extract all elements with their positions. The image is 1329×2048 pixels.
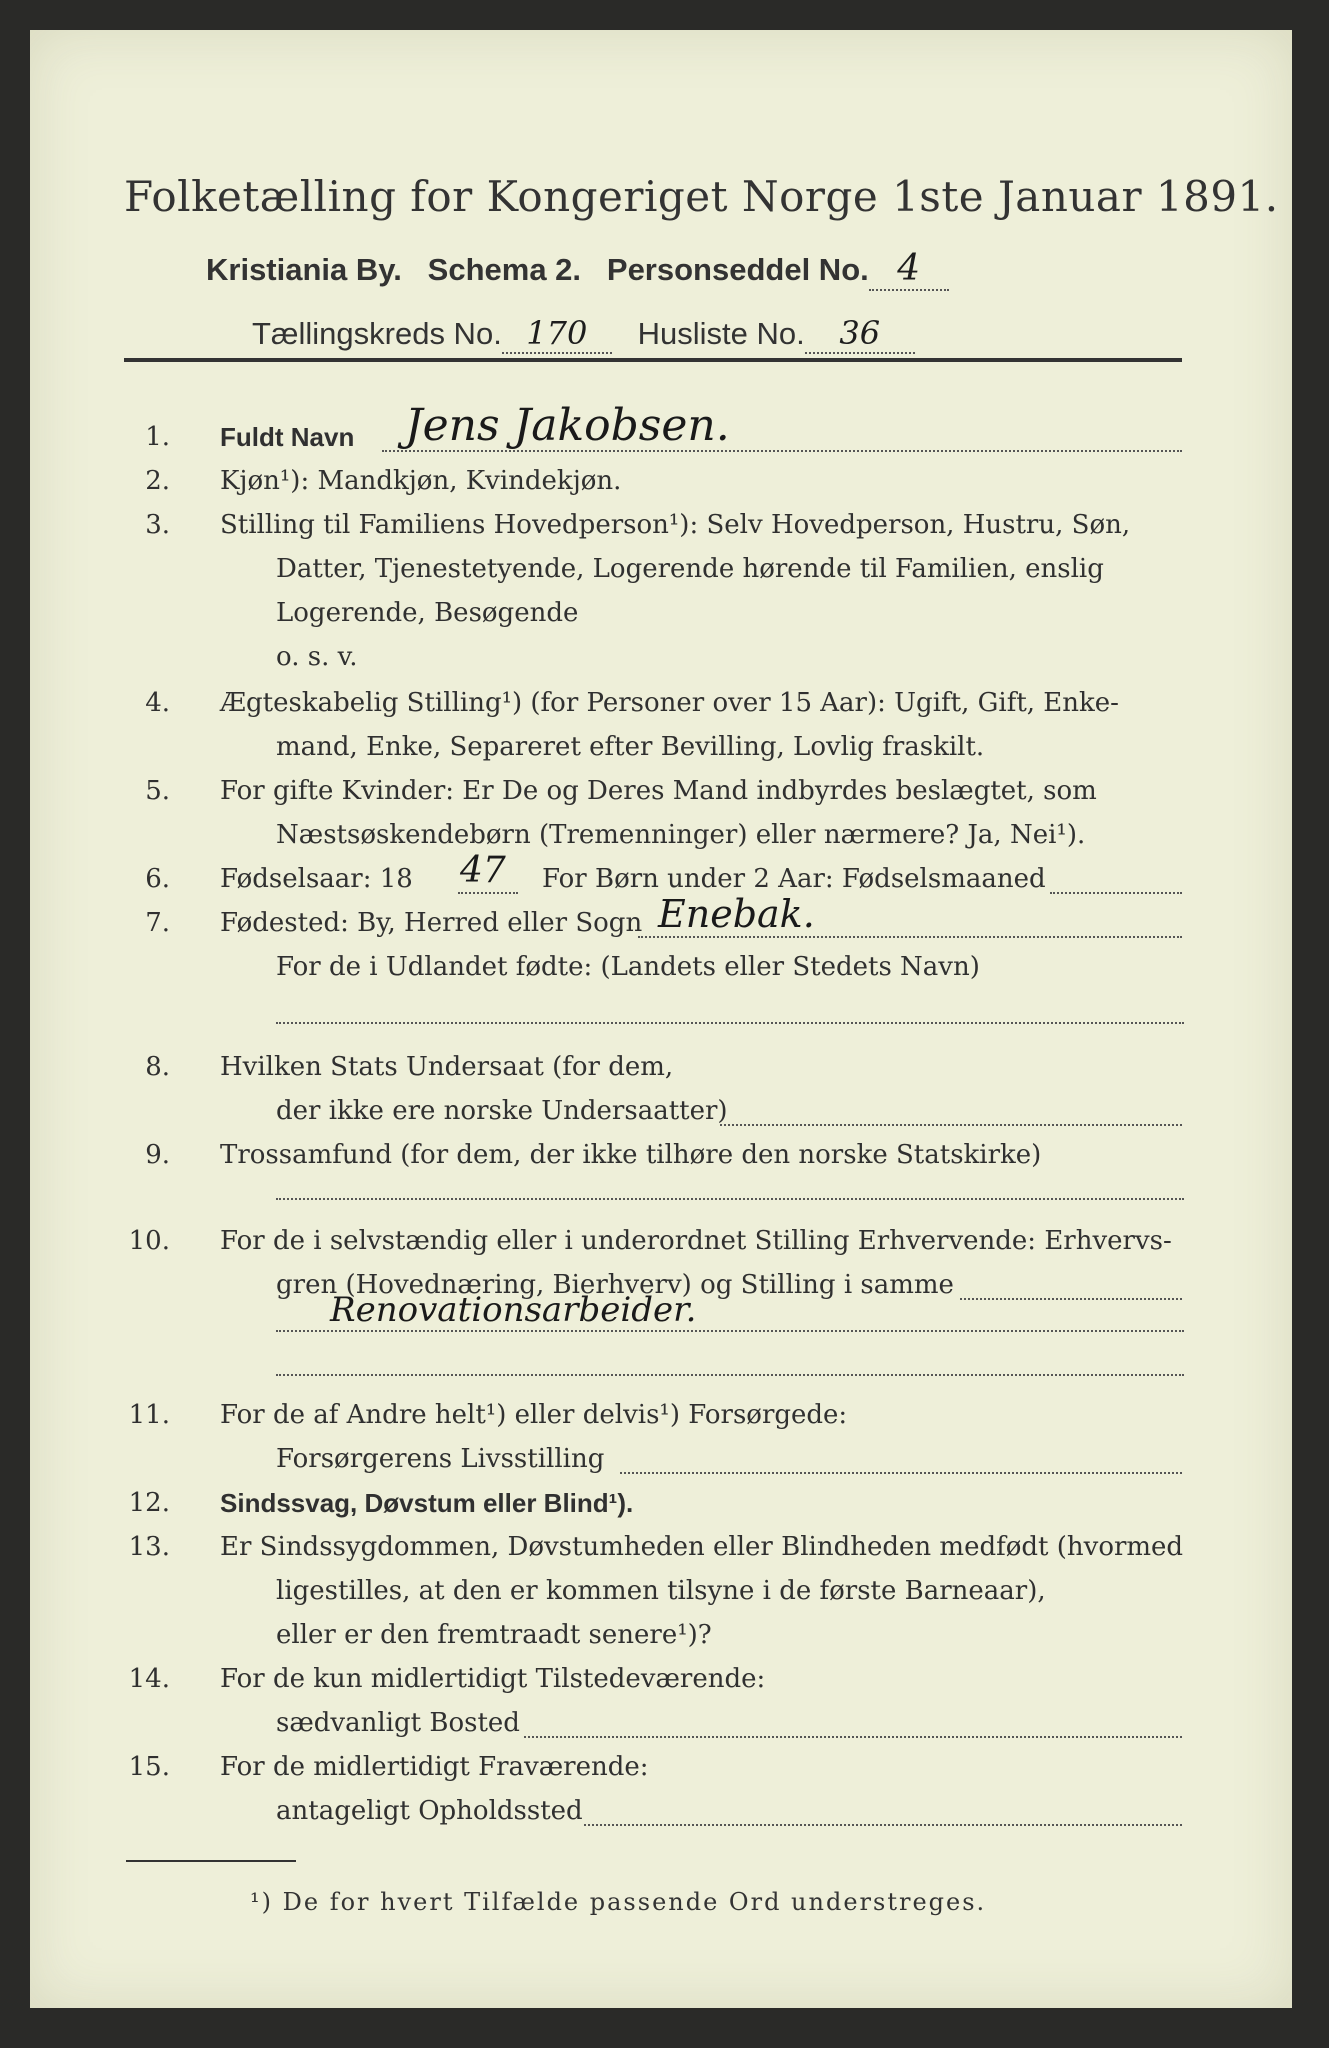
- name-value: Jens Jakobsen.: [405, 400, 730, 451]
- item-text: For de kun midlertidigt Tilstedeværende:: [220, 1664, 766, 1694]
- item-label: Kjøn¹): Mandkjøn, Kvindekjøn.: [220, 466, 622, 496]
- birthyear-field[interactable]: [458, 892, 518, 894]
- item-text: Trossamfund (for dem, der ikke tilhøre den norske Statskirke): [220, 1140, 1042, 1170]
- occupation-value: Renovationsarbeider.: [330, 1290, 697, 1330]
- city-label: Kristiania By.: [206, 252, 402, 287]
- item-text: For de midlertidigt Fraværende:: [220, 1752, 649, 1782]
- footnote: ¹) De for hvert Tilfælde passende Ord understreges.: [250, 1888, 987, 1916]
- kreds-value: 170: [526, 314, 588, 352]
- item-number: 15.: [128, 1752, 170, 1782]
- item-text: antageligt Opholdssted: [276, 1796, 583, 1826]
- husliste-value: 36: [839, 314, 881, 352]
- census-card: [30, 30, 1292, 2008]
- item-number: 10.: [128, 1226, 170, 1256]
- item-text: Hvilken Stats Undersaat (for dem,: [220, 1052, 674, 1082]
- personseddel-label: Personseddel No.: [606, 252, 869, 287]
- item-text: eller er den fremtraadt senere¹)?: [276, 1620, 712, 1650]
- item-text: Er Sindssygdommen, Døvstumheden eller Blindheden medfødt (hvormed: [220, 1532, 1184, 1562]
- item-text: Ægteskabelig Stilling¹) (for Personer over 15 Aar): Ugift, Gift, Enke-: [220, 688, 1119, 718]
- item-text: Sindssvag, Døvstum eller Blind¹).: [220, 1488, 634, 1518]
- item-text: Forsørgerens Livsstilling: [276, 1444, 605, 1474]
- item-text: mand, Enke, Separeret efter Bevilling, Lovlig fraskilt.: [276, 732, 985, 762]
- header-divider: [124, 358, 1182, 362]
- kreds-label: Tællingskreds No.: [252, 316, 502, 351]
- item-text: Datter, Tjenestetyende, Logerende hørende til Familien, enslig: [276, 554, 1104, 584]
- husliste-label: Husliste No.: [637, 316, 805, 351]
- birthplace-field[interactable]: [638, 936, 1182, 938]
- item-number: 6.: [145, 864, 170, 894]
- item-number: 8.: [145, 1052, 170, 1082]
- item-number: 11.: [128, 1400, 170, 1430]
- schema-label: Schema 2.: [427, 252, 582, 287]
- item-text: For de i Udlandet fødte: (Landets eller Stedets Navn): [276, 952, 980, 982]
- citizenship-field[interactable]: [720, 1124, 1182, 1126]
- occupation-field-b[interactable]: [276, 1330, 1184, 1332]
- item-text: Stilling til Familiens Hovedperson¹): Selv Hovedperson, Hustru, Søn,: [220, 510, 1131, 540]
- item-text: gren (Hovednæring, Bierhverv) og Stilling i samme: [276, 1270, 954, 1300]
- usual-residence-field[interactable]: [524, 1736, 1182, 1738]
- kreds-field[interactable]: [502, 314, 612, 354]
- item-text: For de i selvstændig eller i underordnet Stilling Erhvervende: Erhvervs-: [220, 1226, 1172, 1256]
- personseddel-field[interactable]: [869, 248, 949, 291]
- item-number: 1.: [145, 422, 170, 452]
- item-text: ligestilles, at den er kommen tilsyne i de første Barneaar),: [276, 1576, 1046, 1606]
- birthplace-value: Enebak.: [658, 892, 815, 936]
- item-number: 5.: [145, 776, 170, 806]
- form-title: Folketælling for Kongeriget Norge 1ste Januar 1891.: [124, 172, 1279, 221]
- birthyear-value: 47: [460, 850, 506, 891]
- item-text: sædvanligt Bosted: [276, 1708, 520, 1738]
- item-number: 2.: [145, 466, 170, 496]
- item-number: 3.: [145, 510, 170, 540]
- footnote-divider: [126, 1860, 296, 1862]
- item-text: For Børn under 2 Aar: Fødselsmaaned: [542, 864, 1046, 894]
- item-number: 13.: [128, 1532, 170, 1562]
- item-text: For de af Andre helt¹) eller delvis¹) Forsørgede:: [220, 1400, 848, 1430]
- foreign-birthplace-field[interactable]: [276, 1022, 1184, 1024]
- item-text: Næstsøskendebørn (Tremenninger) eller nærmere? Ja, Nei¹).: [276, 820, 1086, 850]
- item-label: Fuldt Navn: [220, 422, 355, 452]
- form-counts: [252, 314, 915, 354]
- form-subtitle: [206, 248, 949, 291]
- occupation-field-c[interactable]: [276, 1374, 1184, 1376]
- item-number: 12.: [128, 1488, 170, 1518]
- item-text: Logerende, Besøgende: [276, 598, 579, 628]
- item-number: 7.: [145, 908, 170, 938]
- provider-field[interactable]: [620, 1472, 1182, 1474]
- religion-field[interactable]: [276, 1198, 1184, 1200]
- item-label: Fødested: By, Herred eller Sogn: [220, 908, 643, 938]
- item-text: For gifte Kvinder: Er De og Deres Mand indbyrdes beslægtet, som: [220, 776, 1097, 806]
- item-number: 4.: [145, 688, 170, 718]
- item-text: o. s. v.: [276, 642, 358, 672]
- item-number: 9.: [145, 1140, 170, 1170]
- occupation-field-a[interactable]: [960, 1298, 1182, 1300]
- item-text: der ikke ere norske Undersaatter): [276, 1096, 728, 1126]
- birthmonth-field[interactable]: [1050, 892, 1182, 894]
- personseddel-value: 4: [897, 248, 921, 289]
- item-number: 14.: [128, 1664, 170, 1694]
- husliste-field[interactable]: [805, 314, 915, 354]
- temporary-residence-field[interactable]: [584, 1824, 1182, 1826]
- item-label: Fødselsaar: 18: [220, 864, 413, 894]
